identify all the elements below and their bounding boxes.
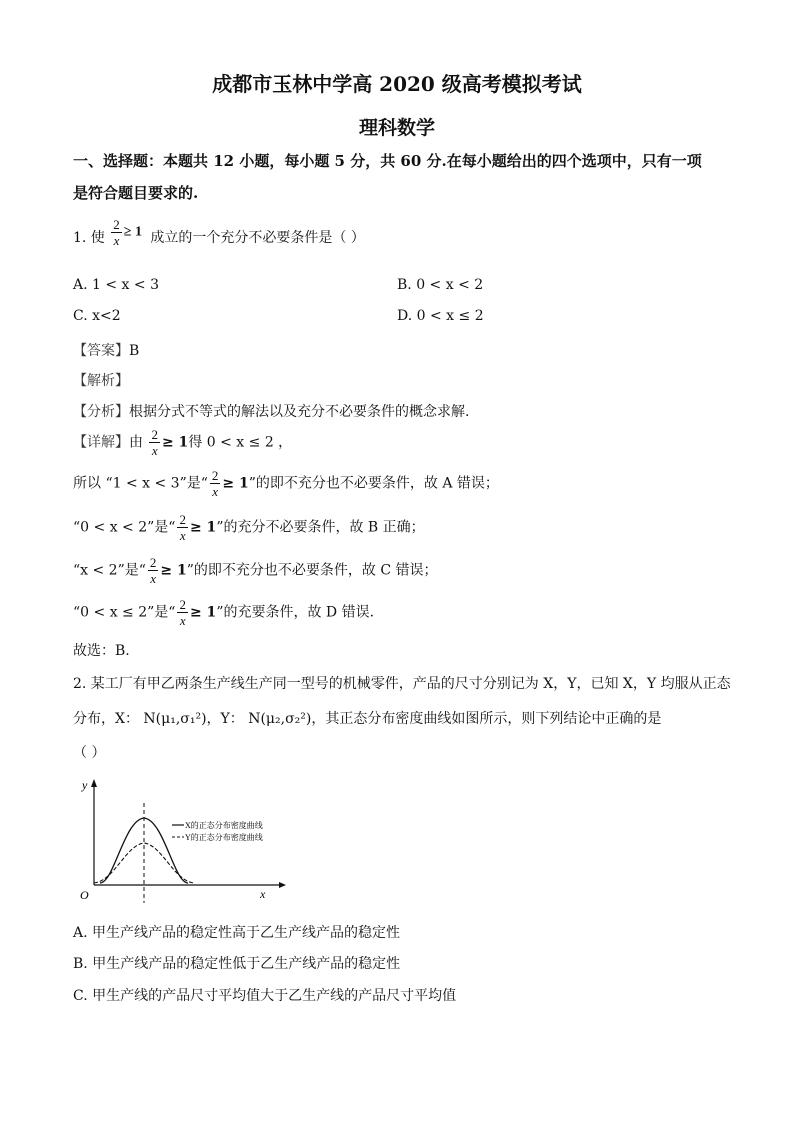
frac-den: x (179, 528, 186, 543)
q1-stem (73, 218, 365, 247)
section-heading-line2: 是符合题目要求的. (73, 184, 199, 202)
q2-option-c: C. 甲生产线的产品尺寸平均值大于乙生产线的产品尺寸平均值 (73, 988, 457, 1004)
line3-text-b: ”的即不充分也不必要条件，故 C 错误； (186, 562, 438, 579)
line1-fraction (210, 469, 221, 498)
legend-x-label: X的正态分布密度曲线 (185, 821, 263, 830)
normal-density-figure (74, 775, 294, 905)
q1-option-c: C. x<2 (73, 308, 121, 324)
frac-num: 2 (149, 555, 157, 570)
frac-num: 2 (151, 427, 158, 442)
q2-option-a: A. 甲生产线产品的稳定性高于乙生产线产品的稳定性 (73, 925, 401, 941)
line2-text-b: ”的充分不必要条件，故 B 正确； (216, 519, 425, 536)
q1-conclusion: 故选：B. (73, 643, 130, 659)
xiangjie-text-b: 得 0 < x ≤ 2 ， (188, 434, 293, 451)
q2-line3: （ ） (73, 745, 106, 761)
y-axis-label: y (82, 778, 88, 792)
frac-den: x (151, 443, 158, 458)
xiangjie-tag: 【详解】 (73, 434, 129, 451)
y-axis-arrow (91, 779, 97, 787)
line4-fraction (177, 598, 188, 627)
q1-xiangjie (73, 428, 292, 457)
q2-option-b: B. 甲生产线产品的稳定性低于乙生产线产品的稳定性 (73, 956, 401, 972)
document-title: 成都市玉林中学高 2020 级高考模拟考试 (212, 72, 582, 96)
xj-rel: ≥ 1 (161, 434, 189, 451)
analysis-tag: 【解析】 (73, 373, 129, 389)
line3-text-a: “x < 2”是“ (73, 562, 146, 579)
document-subtitle: 理科数学 (358, 117, 435, 139)
q1-stem-prefix: 1. 使 (73, 230, 105, 246)
line4-rel: ≥ 1 (189, 604, 217, 621)
q2-line1: 2. 某工厂有甲乙两条生产线生产同一型号的机械零件，产品的尺寸分别记为 X，Y，已知 X，Y 均服从正态 (73, 676, 731, 692)
answer-tag: 【答案】 (73, 343, 129, 359)
line3-rel: ≥ 1 (160, 562, 187, 579)
q1-line3 (73, 556, 438, 585)
xj-fraction (149, 428, 160, 457)
q1-fenxi (73, 401, 469, 421)
xiangjie-text-a: 由 (129, 434, 143, 451)
q1-line2 (73, 513, 425, 542)
q1-option-b: B. 0 < x < 2 (397, 277, 484, 293)
line3-fraction (148, 556, 159, 585)
section-heading-line1: 一、选择题：本题共 12 小题，每小题 5 分，共 60 分.在每小题给出的四个选项中，只有一项 (73, 152, 702, 170)
legend-y-label: Y的正态分布密度曲线 (185, 833, 263, 842)
q1-frac-num: 2 (113, 217, 120, 232)
x-axis-arrow (279, 882, 286, 888)
line2-rel: ≥ 1 (189, 519, 217, 536)
q1-answer (73, 340, 139, 360)
fenxi-text: 根据分式不等式的解法以及充分不必要条件的概念求解. (129, 404, 470, 420)
line1-text-b: ”的即不充分也不必要条件，故 A 错误； (248, 475, 499, 492)
frac-den: x (212, 484, 219, 499)
fenxi-tag: 【分析】 (73, 404, 129, 420)
x-axis-label: x (260, 887, 266, 901)
line4-text-a: “0 < x ≤ 2”是“ (73, 604, 176, 621)
frac-num: 2 (179, 597, 186, 612)
line2-text-a: “0 < x < 2”是“ (73, 519, 176, 536)
q1-option-a: A. 1 < x < 3 (73, 277, 159, 293)
q1-rel: ≥ 1 (123, 224, 142, 240)
frac-den: x (179, 613, 186, 628)
q2-line2: 分布，X： N(μ₁,σ₁²)，Y： N(μ₂,σ₂²)，其正态分布密度曲线如图所示，则下列结论中正确的是 (73, 711, 662, 727)
line2-fraction (177, 513, 188, 542)
q1-stem-suffix: 成立的一个充分不必要条件是（ ） (150, 230, 365, 246)
q1-frac-den: x (113, 233, 120, 248)
frac-den: x (150, 571, 157, 586)
answer-value: B (129, 343, 140, 359)
frac-num: 2 (179, 512, 186, 527)
q1-option-d: D. 0 < x ≤ 2 (397, 308, 484, 324)
q1-condition (109, 218, 142, 247)
q1-line4 (73, 598, 374, 627)
line1-rel: ≥ 1 (222, 475, 249, 492)
frac-num: 2 (211, 468, 219, 483)
q1-fraction (111, 218, 122, 247)
line1-text-a: 所以 “1 < x < 3”是“ (73, 475, 208, 492)
q1-line1 (73, 469, 499, 498)
origin-label: O (80, 888, 89, 902)
line4-text-b: ”的充要条件，故 D 错误. (216, 604, 375, 621)
